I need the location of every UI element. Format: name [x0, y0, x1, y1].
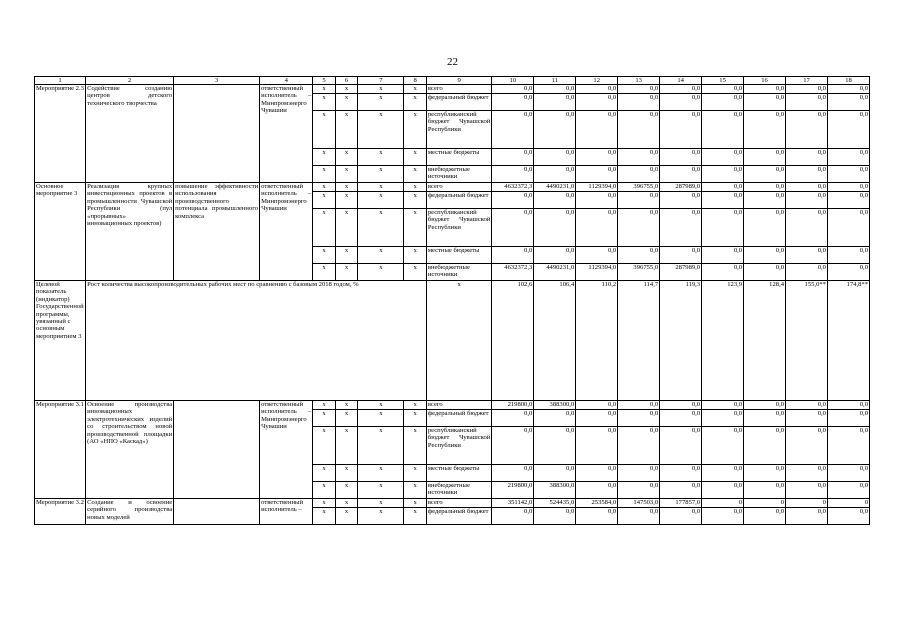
- amount-cell: 0,0: [492, 192, 534, 209]
- amount-cell: 4490231,0: [534, 264, 576, 281]
- column-number: 4: [260, 77, 313, 85]
- amount-cell: 0,0: [534, 85, 576, 94]
- indicator-value: 102,6: [492, 281, 534, 401]
- amount-cell: 287989,0: [660, 264, 702, 281]
- funding-source: местные бюджеты: [426, 465, 491, 482]
- activity-code: Мероприятие 3.2: [35, 499, 86, 525]
- expected-result: повышение эффективности использования производственного потенциала промышленного комплекса: [174, 183, 260, 281]
- funding-source: республиканский бюджет Чувашской Республики: [426, 209, 491, 247]
- amount-cell: 0,0: [660, 427, 702, 465]
- amount-cell: 0,0: [618, 149, 660, 166]
- amount-cell: 0,0: [786, 209, 828, 247]
- amount-cell: 0,0: [786, 264, 828, 281]
- code-mark: x: [313, 149, 336, 166]
- amount-cell: 388300,0: [534, 401, 576, 410]
- amount-cell: 0,0: [702, 264, 744, 281]
- code-mark: x: [313, 111, 336, 149]
- amount-cell: 0,0: [576, 401, 618, 410]
- amount-cell: 0: [827, 499, 869, 508]
- amount-cell: 0,0: [576, 85, 618, 94]
- amount-cell: 0,0: [534, 149, 576, 166]
- amount-cell: 0,0: [492, 166, 534, 183]
- column-number: 13: [618, 77, 660, 85]
- amount-cell: 0,0: [702, 192, 744, 209]
- column-number: 3: [174, 77, 260, 85]
- code-mark: x: [313, 192, 336, 209]
- code-mark: x: [358, 85, 404, 94]
- amount-cell: 0,0: [618, 94, 660, 111]
- column-number: 2: [86, 77, 174, 85]
- amount-cell: 0,0: [702, 410, 744, 427]
- code-mark: x: [335, 111, 358, 149]
- code-mark: x: [358, 183, 404, 192]
- amount-cell: 0,0: [827, 111, 869, 149]
- code-mark: x: [313, 499, 336, 508]
- responsible-executor: ответственный исполнитель – Минпромэнерго Чувашии: [260, 401, 313, 499]
- code-mark: x: [404, 508, 427, 525]
- amount-cell: 0,0: [618, 482, 660, 499]
- code-mark: x: [358, 192, 404, 209]
- amount-cell: 253584,0: [576, 499, 618, 508]
- responsible-executor: ответственный исполнитель – Минпромэнерго Чувашии: [260, 85, 313, 183]
- code-mark: x: [404, 499, 427, 508]
- amount-cell: 0,0: [660, 94, 702, 111]
- amount-cell: 0,0: [618, 85, 660, 94]
- amount-cell: 0,0: [492, 410, 534, 427]
- amount-cell: 0,0: [827, 85, 869, 94]
- amount-cell: 0,0: [618, 465, 660, 482]
- column-number: 10: [492, 77, 534, 85]
- activity-code: Основное мероприятие 3: [35, 183, 86, 281]
- funding-source: всего: [426, 499, 491, 508]
- code-mark: x: [313, 94, 336, 111]
- amount-cell: 0,0: [786, 111, 828, 149]
- funding-source: всего: [426, 183, 491, 192]
- amount-cell: 0,0: [618, 166, 660, 183]
- code-mark: x: [335, 192, 358, 209]
- amount-cell: 0,0: [618, 111, 660, 149]
- amount-cell: 0,0: [786, 247, 828, 264]
- funding-source: внебюджетные источники: [426, 166, 491, 183]
- amount-cell: 0,0: [492, 111, 534, 149]
- amount-cell: 0,0: [534, 410, 576, 427]
- amount-cell: 0,0: [744, 209, 786, 247]
- amount-cell: 0,0: [827, 247, 869, 264]
- amount-cell: 0,0: [660, 247, 702, 264]
- amount-cell: 0,0: [744, 465, 786, 482]
- amount-cell: 0,0: [827, 410, 869, 427]
- amount-cell: 0,0: [744, 508, 786, 525]
- amount-cell: 0,0: [744, 85, 786, 94]
- code-mark: x: [404, 183, 427, 192]
- amount-cell: 0,0: [786, 183, 828, 192]
- column-number: 8: [404, 77, 427, 85]
- column-number: 14: [660, 77, 702, 85]
- amount-cell: 147503,0: [618, 499, 660, 508]
- amount-cell: 0,0: [744, 401, 786, 410]
- code-mark: x: [313, 427, 336, 465]
- amount-cell: 0,0: [576, 149, 618, 166]
- amount-cell: 0,0: [786, 427, 828, 465]
- indicator-value: 128,4: [744, 281, 786, 401]
- amount-cell: 0,0: [492, 427, 534, 465]
- amount-cell: 0,0: [702, 401, 744, 410]
- amount-cell: 1129394,0: [576, 183, 618, 192]
- amount-cell: 0,0: [702, 111, 744, 149]
- amount-cell: 0,0: [744, 247, 786, 264]
- amount-cell: 396755,0: [618, 264, 660, 281]
- code-mark: x: [404, 111, 427, 149]
- amount-cell: 0,0: [576, 465, 618, 482]
- amount-cell: 396755,0: [618, 183, 660, 192]
- amount-cell: 524435,0: [534, 499, 576, 508]
- column-number: 7: [358, 77, 404, 85]
- amount-cell: 0,0: [744, 482, 786, 499]
- amount-cell: 0,0: [492, 149, 534, 166]
- code-mark: x: [335, 465, 358, 482]
- amount-cell: 0,0: [618, 401, 660, 410]
- amount-cell: 0,0: [492, 465, 534, 482]
- funding-source: республиканский бюджет Чувашской Республики: [426, 111, 491, 149]
- amount-cell: 0,0: [786, 401, 828, 410]
- amount-cell: 388300,0: [534, 482, 576, 499]
- amount-cell: 219800,0: [492, 482, 534, 499]
- amount-cell: 0,0: [786, 508, 828, 525]
- amount-cell: 0,0: [786, 149, 828, 166]
- expected-result: [174, 499, 260, 525]
- amount-cell: 0,0: [744, 264, 786, 281]
- amount-cell: 0,0: [827, 508, 869, 525]
- amount-cell: 0,0: [534, 209, 576, 247]
- column-number: 6: [335, 77, 358, 85]
- indicator-text: Рост количества высокопроизводительных рабочих мест по сравнению с базовым 2018 годом, %: [86, 281, 427, 401]
- code-mark: x: [404, 482, 427, 499]
- column-number: 18: [827, 77, 869, 85]
- column-number: 11: [534, 77, 576, 85]
- amount-cell: 351142,0: [492, 499, 534, 508]
- amount-cell: 0,0: [702, 427, 744, 465]
- code-mark: x: [335, 264, 358, 281]
- code-mark: x: [404, 166, 427, 183]
- responsible-executor: ответственный исполнитель –: [260, 499, 313, 525]
- amount-cell: 0,0: [492, 209, 534, 247]
- amount-cell: 0,0: [827, 183, 869, 192]
- amount-cell: 0,0: [702, 482, 744, 499]
- code-mark: x: [358, 482, 404, 499]
- code-mark: x: [335, 85, 358, 94]
- amount-cell: 0,0: [744, 427, 786, 465]
- amount-cell: 0,0: [576, 111, 618, 149]
- code-mark: x: [358, 209, 404, 247]
- code-mark: x: [335, 499, 358, 508]
- code-mark: x: [335, 401, 358, 410]
- amount-cell: 0,0: [660, 166, 702, 183]
- column-number: 17: [786, 77, 828, 85]
- budget-table: [34, 76, 870, 525]
- amount-cell: 0,0: [744, 183, 786, 192]
- code-mark: x: [335, 410, 358, 427]
- responsible-executor: ответственный исполнитель – Минпромэнерго Чувашии: [260, 183, 313, 281]
- code-mark: x: [358, 111, 404, 149]
- code-mark: x: [358, 401, 404, 410]
- amount-cell: 0,0: [827, 149, 869, 166]
- amount-cell: 0,0: [744, 192, 786, 209]
- amount-cell: 0,0: [702, 247, 744, 264]
- activity-name: Освоение производства инновационных электротехнических изделий со строительством новой производственной площадки (АО «НПО «Каскад»): [86, 401, 174, 499]
- indicator-value: 174,8**: [827, 281, 869, 401]
- amount-cell: 0,0: [827, 166, 869, 183]
- code-mark: x: [335, 94, 358, 111]
- code-mark: x: [335, 209, 358, 247]
- column-number: 9: [426, 77, 491, 85]
- code-mark: x: [335, 508, 358, 525]
- amount-cell: 177857,0: [660, 499, 702, 508]
- amount-cell: 0,0: [660, 410, 702, 427]
- code-mark: x: [335, 427, 358, 465]
- amount-cell: 0,0: [702, 94, 744, 111]
- amount-cell: 0,0: [492, 247, 534, 264]
- column-number: 5: [313, 77, 336, 85]
- amount-cell: 0,0: [702, 465, 744, 482]
- code-mark: x: [335, 247, 358, 264]
- funding-source: федеральный бюджет: [426, 508, 491, 525]
- code-mark: x: [313, 264, 336, 281]
- code-mark: x: [313, 410, 336, 427]
- funding-source: всего: [426, 401, 491, 410]
- funding-source: внебюджетные источники: [426, 482, 491, 499]
- code-mark: x: [358, 499, 404, 508]
- funding-source: федеральный бюджет: [426, 410, 491, 427]
- code-mark: x: [335, 149, 358, 166]
- table-row: [35, 499, 870, 508]
- amount-cell: 0,0: [827, 427, 869, 465]
- amount-cell: 0,0: [534, 427, 576, 465]
- amount-cell: 0,0: [660, 482, 702, 499]
- funding-source: местные бюджеты: [426, 149, 491, 166]
- amount-cell: 0: [786, 499, 828, 508]
- amount-cell: 0,0: [576, 410, 618, 427]
- indicator-value: 123,9: [702, 281, 744, 401]
- amount-cell: 0,0: [576, 166, 618, 183]
- amount-cell: 0,0: [576, 209, 618, 247]
- funding-source: всего: [426, 85, 491, 94]
- funding-source: федеральный бюджет: [426, 192, 491, 209]
- indicator-value: 119,3: [660, 281, 702, 401]
- amount-cell: 0,0: [660, 465, 702, 482]
- amount-cell: 0,0: [660, 401, 702, 410]
- amount-cell: 0,0: [827, 209, 869, 247]
- code-mark: x: [358, 264, 404, 281]
- amount-cell: 0,0: [786, 410, 828, 427]
- amount-cell: 0,0: [576, 94, 618, 111]
- code-mark: x: [313, 401, 336, 410]
- amount-cell: 0,0: [786, 482, 828, 499]
- code-mark: x: [313, 85, 336, 94]
- amount-cell: 0,0: [618, 247, 660, 264]
- amount-cell: 0,0: [744, 111, 786, 149]
- code-mark: x: [335, 166, 358, 183]
- code-mark: x: [358, 465, 404, 482]
- column-number-row: [35, 77, 870, 85]
- code-mark: x: [404, 427, 427, 465]
- indicator-value: 106,4: [534, 281, 576, 401]
- amount-cell: 0,0: [618, 192, 660, 209]
- code-mark: x: [313, 247, 336, 264]
- amount-cell: 0,0: [702, 183, 744, 192]
- table-row: [35, 85, 870, 94]
- amount-cell: 0,0: [660, 111, 702, 149]
- code-mark: x: [404, 247, 427, 264]
- amount-cell: 0,0: [576, 247, 618, 264]
- code-mark: x: [358, 247, 404, 264]
- activity-name: Реализация крупных инвестиционных проектов в промышленности Чувашской Республики (пул «прорывных» инновационных проектов): [86, 183, 174, 281]
- amount-cell: 0,0: [702, 85, 744, 94]
- column-number: 1: [35, 77, 86, 85]
- amount-cell: 0,0: [534, 94, 576, 111]
- code-mark: x: [358, 166, 404, 183]
- code-mark: x: [404, 209, 427, 247]
- amount-cell: 0,0: [660, 508, 702, 525]
- funding-source: внебюджетные источники: [426, 264, 491, 281]
- code-mark: x: [335, 482, 358, 499]
- amount-cell: 0,0: [786, 465, 828, 482]
- indicator-value: 110,2: [576, 281, 618, 401]
- code-mark: x: [358, 410, 404, 427]
- amount-cell: 0,0: [618, 508, 660, 525]
- amount-cell: 4632372,3: [492, 183, 534, 192]
- indicator-value: 114,7: [618, 281, 660, 401]
- amount-cell: 0,0: [786, 94, 828, 111]
- indicator-row: [35, 281, 870, 401]
- amount-cell: 0,0: [827, 401, 869, 410]
- amount-cell: 0,0: [702, 508, 744, 525]
- amount-cell: 0,0: [618, 427, 660, 465]
- table-row: [35, 183, 870, 192]
- column-number: 15: [702, 77, 744, 85]
- page-number: 22: [447, 56, 458, 68]
- code-mark: x: [313, 465, 336, 482]
- amount-cell: 1129394,0: [576, 264, 618, 281]
- code-mark: x: [358, 149, 404, 166]
- amount-cell: 0,0: [576, 508, 618, 525]
- amount-cell: 0,0: [786, 192, 828, 209]
- funding-source: федеральный бюджет: [426, 94, 491, 111]
- indicator-label: Целевой показатель (индикатор) Государственной программы, увязанный с основным мероприятием 3: [35, 281, 86, 401]
- amount-cell: 0,0: [534, 192, 576, 209]
- amount-cell: 0,0: [702, 209, 744, 247]
- amount-cell: 0,0: [786, 85, 828, 94]
- activity-name: Содействие созданию центров детского технического творчества: [86, 85, 174, 183]
- activity-code: Мероприятие 3.1: [35, 401, 86, 499]
- amount-cell: 0,0: [660, 149, 702, 166]
- table-row: [35, 401, 870, 410]
- amount-cell: 0,0: [702, 166, 744, 183]
- amount-cell: 0,0: [576, 482, 618, 499]
- code-mark: x: [358, 94, 404, 111]
- amount-cell: 4632372,3: [492, 264, 534, 281]
- indicator-mark: x: [426, 281, 491, 401]
- column-number: 12: [576, 77, 618, 85]
- amount-cell: 0,0: [534, 166, 576, 183]
- amount-cell: 0,0: [534, 465, 576, 482]
- code-mark: x: [313, 209, 336, 247]
- amount-cell: 0,0: [576, 427, 618, 465]
- amount-cell: 0,0: [702, 149, 744, 166]
- code-mark: x: [313, 482, 336, 499]
- amount-cell: 0,0: [492, 85, 534, 94]
- funding-source: республиканский бюджет Чувашской Республики: [426, 427, 491, 465]
- code-mark: x: [404, 149, 427, 166]
- amount-cell: 0: [702, 499, 744, 508]
- activity-name: Создание и освоение серийного производства новых моделей: [86, 499, 174, 525]
- code-mark: x: [335, 183, 358, 192]
- amount-cell: 0,0: [660, 192, 702, 209]
- code-mark: x: [404, 85, 427, 94]
- amount-cell: 0,0: [618, 209, 660, 247]
- amount-cell: 0,0: [660, 209, 702, 247]
- amount-cell: 0,0: [827, 264, 869, 281]
- amount-cell: 0,0: [618, 410, 660, 427]
- amount-cell: 0,0: [534, 247, 576, 264]
- indicator-value: 155,0**: [786, 281, 828, 401]
- amount-cell: 0,0: [744, 149, 786, 166]
- code-mark: x: [313, 183, 336, 192]
- amount-cell: 0,0: [534, 111, 576, 149]
- code-mark: x: [404, 264, 427, 281]
- amount-cell: 0,0: [576, 192, 618, 209]
- code-mark: x: [404, 465, 427, 482]
- expected-result: [174, 85, 260, 183]
- code-mark: x: [313, 166, 336, 183]
- code-mark: x: [404, 410, 427, 427]
- amount-cell: 0,0: [534, 508, 576, 525]
- column-number: 16: [744, 77, 786, 85]
- amount-cell: 0,0: [744, 166, 786, 183]
- amount-cell: 0,0: [827, 465, 869, 482]
- amount-cell: 0,0: [827, 482, 869, 499]
- amount-cell: 287989,0: [660, 183, 702, 192]
- code-mark: x: [358, 427, 404, 465]
- amount-cell: 0: [744, 499, 786, 508]
- amount-cell: 0,0: [660, 85, 702, 94]
- amount-cell: 4490231,0: [534, 183, 576, 192]
- code-mark: x: [358, 508, 404, 525]
- amount-cell: 0,0: [744, 410, 786, 427]
- amount-cell: 0,0: [744, 94, 786, 111]
- code-mark: x: [313, 508, 336, 525]
- amount-cell: 0,0: [492, 94, 534, 111]
- activity-code: Мероприятие 2.3: [35, 85, 86, 183]
- amount-cell: 219800,0: [492, 401, 534, 410]
- amount-cell: 0,0: [827, 192, 869, 209]
- code-mark: x: [404, 94, 427, 111]
- code-mark: x: [404, 401, 427, 410]
- code-mark: x: [404, 192, 427, 209]
- amount-cell: 0,0: [827, 94, 869, 111]
- amount-cell: 0,0: [786, 166, 828, 183]
- funding-source: местные бюджеты: [426, 247, 491, 264]
- amount-cell: 0,0: [492, 508, 534, 525]
- expected-result: [174, 401, 260, 499]
